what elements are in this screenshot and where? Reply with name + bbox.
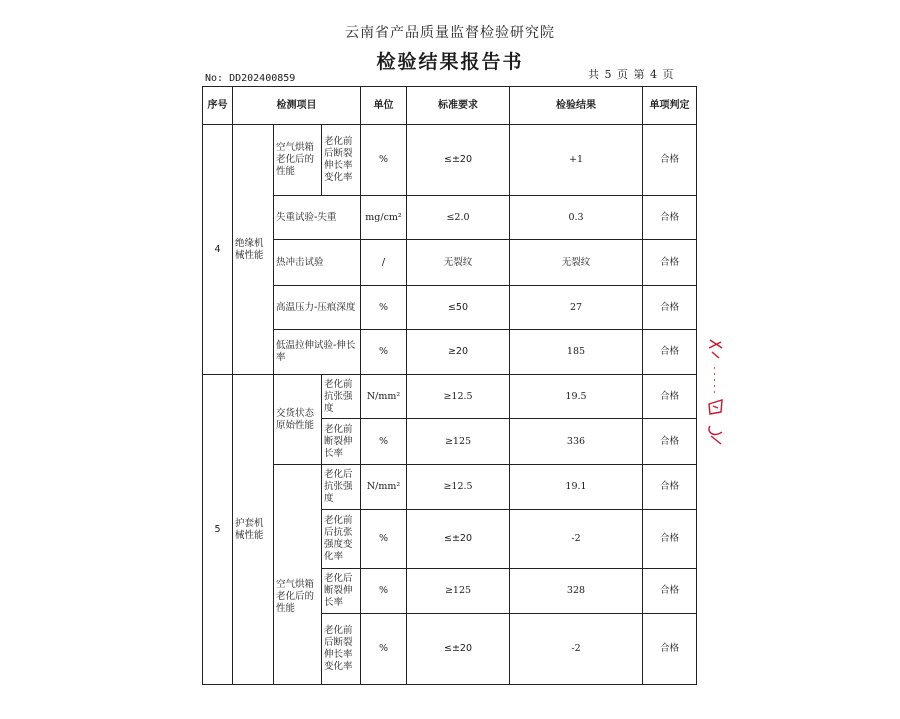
category-cell: 护套机械性能 (233, 375, 274, 685)
result-cell: 328 (510, 569, 643, 614)
verdict-cell: 合格 (643, 419, 697, 465)
header-seq: 序号 (203, 87, 233, 125)
item-cell: 低温拉伸试验-伸长率 (274, 330, 361, 375)
table-row (203, 240, 697, 286)
unit-cell: % (361, 286, 407, 330)
table-row (203, 125, 697, 196)
result-cell: 19.5 (510, 375, 643, 419)
subcategory-cell: 空气烘箱老化后的性能 (274, 510, 322, 685)
table-row (203, 330, 697, 375)
result-cell: 185 (510, 330, 643, 375)
parameter-cell: 老化前抗张强度 (322, 375, 361, 419)
parameter-cell: 老化后抗张强度 (322, 465, 361, 510)
verdict-cell: 合格 (643, 286, 697, 330)
verdict-cell: 合格 (643, 375, 697, 419)
test-results-table (202, 86, 697, 685)
document-number: No: DD202400859 (205, 73, 296, 84)
subcategory-cell: 交货状态原始性能 (274, 375, 322, 465)
result-cell: 19.1 (510, 465, 643, 510)
standard-cell: ≥20 (407, 330, 510, 375)
unit-cell: % (361, 330, 407, 375)
subcategory-cell: 空气烘箱老化后的性能 (274, 125, 322, 196)
parameter-cell: 老化前后断裂伸长率变化率 (322, 614, 361, 685)
parameter-cell: 老化前后抗张强度变化率 (322, 510, 361, 569)
unit-cell: / (361, 240, 407, 286)
standard-cell: ≥125 (407, 419, 510, 465)
header-verdict: 单项判定 (643, 87, 697, 125)
result-cell: +1 (510, 125, 643, 196)
result-cell: 无裂纹 (510, 240, 643, 286)
result-cell: 27 (510, 286, 643, 330)
verdict-cell: 合格 (643, 510, 697, 569)
standard-cell: ≤2.0 (407, 196, 510, 240)
page-indicator: 共 5 页 第 4 页 (588, 68, 675, 81)
parameter-cell: 老化前后断裂伸长率变化率 (322, 125, 361, 196)
item-cell: 失重试验-失重 (274, 196, 361, 240)
unit-cell: % (361, 419, 407, 465)
category-cell: 绝缘机械性能 (233, 125, 274, 375)
header-standard: 标准要求 (407, 87, 510, 125)
table-row (203, 286, 697, 330)
standard-cell: ≤±20 (407, 125, 510, 196)
standard-cell: ≤50 (407, 286, 510, 330)
verdict-cell: 合格 (643, 614, 697, 685)
unit-cell: % (361, 614, 407, 685)
unit-cell: N/mm² (361, 465, 407, 510)
verdict-cell: 合格 (643, 125, 697, 196)
item-cell: 高温压力-压痕深度 (274, 286, 361, 330)
unit-cell: % (361, 510, 407, 569)
table-row (203, 375, 697, 419)
result-cell: 0.3 (510, 196, 643, 240)
verdict-cell: 合格 (643, 240, 697, 286)
header-unit: 单位 (361, 87, 407, 125)
verdict-cell: 合格 (643, 196, 697, 240)
result-cell: -2 (510, 510, 643, 569)
header-result: 检验结果 (510, 87, 643, 125)
unit-cell: N/mm² (361, 375, 407, 419)
verdict-cell: 合格 (643, 465, 697, 510)
parameter-cell: 老化后断裂伸长率 (322, 569, 361, 614)
parameter-cell: 老化前断裂伸长率 (322, 419, 361, 465)
result-cell: -2 (510, 614, 643, 685)
standard-cell: ≥12.5 (407, 465, 510, 510)
seq-cell: 4 (203, 125, 233, 375)
standard-cell: ≥12.5 (407, 375, 510, 419)
report-title: 检验结果报告书 (376, 51, 524, 73)
standard-cell: ≤±20 (407, 614, 510, 685)
item-cell: 热冲击试验 (274, 240, 361, 286)
seal-stamp-fragment (704, 338, 728, 448)
unit-cell: mg/cm² (361, 196, 407, 240)
standard-cell: 无裂纹 (407, 240, 510, 286)
unit-cell: % (361, 569, 407, 614)
subcategory-cell-blank (274, 465, 322, 510)
table-row (203, 510, 697, 569)
seal-stamp-marks (709, 340, 722, 444)
table-row (203, 196, 697, 240)
standard-cell: ≥125 (407, 569, 510, 614)
verdict-cell: 合格 (643, 569, 697, 614)
standard-cell: ≤±20 (407, 510, 510, 569)
unit-cell: % (361, 125, 407, 196)
institute-name: 云南省产品质量监督检验研究院 (345, 25, 555, 41)
table-row (203, 465, 697, 510)
result-cell: 336 (510, 419, 643, 465)
table-header-row (203, 87, 697, 125)
verdict-cell: 合格 (643, 330, 697, 375)
header-test-item: 检测项目 (233, 87, 361, 125)
seq-cell: 5 (203, 375, 233, 685)
